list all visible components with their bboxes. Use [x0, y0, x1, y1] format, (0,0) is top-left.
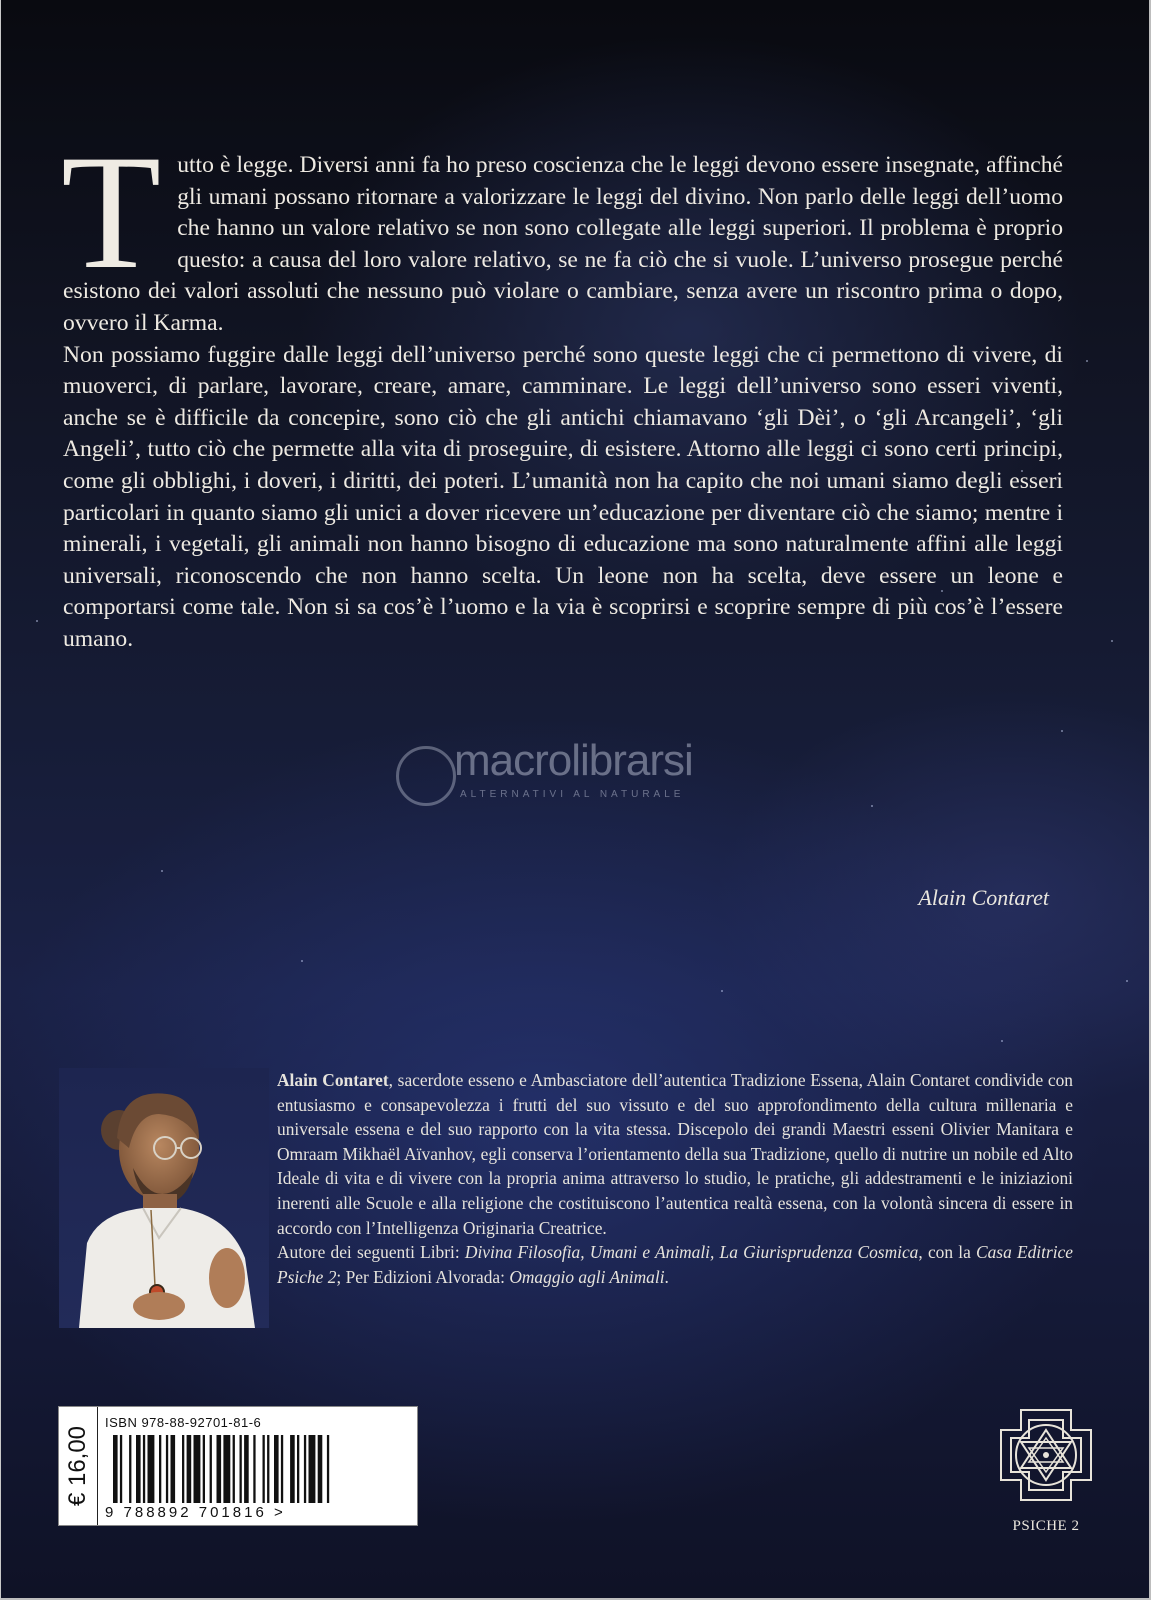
barcode-bar	[203, 1435, 205, 1503]
ean-number: 9 788892 701816 >	[105, 1504, 286, 1521]
barcode-bar	[223, 1435, 230, 1503]
barcode-bar	[281, 1435, 283, 1503]
barcode-bar	[267, 1435, 269, 1503]
barcode-bar	[171, 1435, 176, 1503]
publisher-logo	[991, 1400, 1101, 1540]
barcode-bar	[297, 1435, 299, 1503]
barcode-bar	[318, 1435, 323, 1503]
barcode-bar	[274, 1435, 279, 1503]
watermark	[396, 736, 756, 820]
barcode-bar	[304, 1435, 306, 1503]
watermark-brand: macrolibrarsi	[454, 736, 693, 785]
price: € 16,00	[64, 1425, 91, 1507]
back-cover-quote	[61, 122, 1063, 656]
quote-paragraph-2: Non possiamo fuggire dalle leggi dell’universo perché sono queste leggi che ci permettono di vivere, di muoverci, di parlare, lavorare, creare, amare, camminare. Le leggi dell’universo sono esseri viventi, anche se è difficile da concepire, sono ciò che gli antichi chiamavano ‘gli Dèi’, o ‘gli Arcangeli’, ‘gli Angeli’, tutto ciò che permette alla vita di proseguire, di esistere. Attorno alle leggi ci sono certi principi, come gli obblighi, i doveri, i diritti, dei poteri. L’umanità non ha capito che noi umani siamo degli esseri particolari in quanto siamo gli unici a dover ricevere un’educazione per diventare ciò che siamo; mentre i minerali, i vegetali, gli animali non hanno bisogno di educazione ma sono naturalmente affini alle leggi universali, riconoscendo che non hanno scelta. Un leone non ha scelta, deve essere un leone e comportarsi come tale. Non si sa cos’è l’uomo e la via è scoprirsi e scoprire sempre di più cos’è l’essere umano.	[63, 341, 1063, 652]
books-end: .	[664, 1266, 669, 1287]
author-bio	[277, 1068, 1073, 1289]
barcode-bar	[240, 1435, 242, 1503]
barcode-bar	[194, 1435, 201, 1503]
quote-paragraph-1: utto è legge. Diversi anni fa ho preso coscienza che le leggi devono essere insegnate, affinché gli umani possano ritornare a valorizzare le leggi del divino. Non parlo delle leggi dell’uomo che hanno un valore relativo se non sono collegate alle leggi superiori. Il problema è proprio questo: a causa del loro valore relativo, se ne fa ciò che si vuole. L’universo prosegue perché esistono dei valori assoluti che nessuno può violare o cambiare, senza avere un riscontro prima o dopo, ovvero il Karma.	[63, 152, 1063, 336]
publisher-name: PSICHE 2	[1012, 1518, 1080, 1534]
barcode-bar	[217, 1435, 222, 1503]
barcode-bar	[253, 1435, 255, 1503]
bio-author-name: Alain Contaret	[277, 1070, 389, 1090]
barcode-bar	[327, 1435, 329, 1503]
barcode-bar	[187, 1435, 192, 1503]
watermark-tagline: ALTERNATIVI AL NATURALE	[460, 789, 685, 800]
barcode-bar	[233, 1435, 235, 1503]
author-photo	[59, 1068, 269, 1328]
barcode-icon	[113, 1435, 409, 1503]
drop-cap: T	[61, 122, 162, 303]
books-intro: Autore dei seguenti Libri:	[277, 1242, 465, 1263]
watermark-logo-icon	[396, 746, 456, 806]
bio-text: , sacerdote esseno e Ambasciatore dell’autentica Tradizione Essena, Alain Contaret condivide con entusiasmo e consapevolezza i frutti del suo vissuto e del suo approfondimento della cultura millenaria e universale essena e del suo rapporto con la vita stessa. Discepolo dei grandi Maestri esseni Olivier Manitara e Omraam Mikhaël Aïvanhov, egli conserva l’orientamento della sua Tradizione, quello di nutrire un nobile ed Alto Ideale di vita e di vivere con la propria anima attraverso lo studio, le pratiche, gli addestramenti e le iniziazioni inerenti alle Scuole e alla religione che costituiscono l’autentica realtà essena, con la volontà sincera di essere in accordo con l’Intelligenza Originaria Creatrice.	[277, 1070, 1073, 1238]
book-titles: Divina Filosofia, Umani e Animali, La Giurisprudenza Cosmica	[464, 1242, 919, 1263]
yantra-logo-icon	[991, 1400, 1101, 1516]
barcode-bar	[244, 1435, 249, 1503]
barcode-bar	[166, 1435, 168, 1503]
barcode-bar	[113, 1435, 118, 1503]
barcode-bar	[210, 1435, 212, 1503]
quote-signature: Alain Contaret	[918, 885, 1049, 910]
barcode-bar	[120, 1435, 122, 1503]
barcode-bar	[290, 1435, 295, 1503]
bio-paragraph	[277, 1068, 1073, 1240]
price-box	[59, 1407, 98, 1525]
book-alvorada: Omaggio agli Animali	[509, 1266, 665, 1287]
barcode-bar	[143, 1435, 145, 1503]
barcode-bar	[148, 1435, 155, 1503]
barcode-bar	[309, 1435, 316, 1503]
books-alvorada-text: ; Per Edizioni Alvorada:	[336, 1266, 510, 1287]
barcode-bar	[159, 1435, 161, 1503]
barcode-bar	[136, 1435, 141, 1503]
barcode-label	[58, 1406, 418, 1526]
isbn-number: ISBN 978-88-92701-81-6	[105, 1415, 262, 1430]
bio-books	[277, 1240, 1073, 1289]
books-with-text: , con la	[918, 1242, 977, 1263]
barcode-bar	[263, 1435, 265, 1503]
barcode-bar	[129, 1435, 131, 1503]
barcode-bar	[182, 1435, 184, 1503]
publisher-psiche2: Casa Editrice Psiche 2	[277, 1242, 1073, 1287]
